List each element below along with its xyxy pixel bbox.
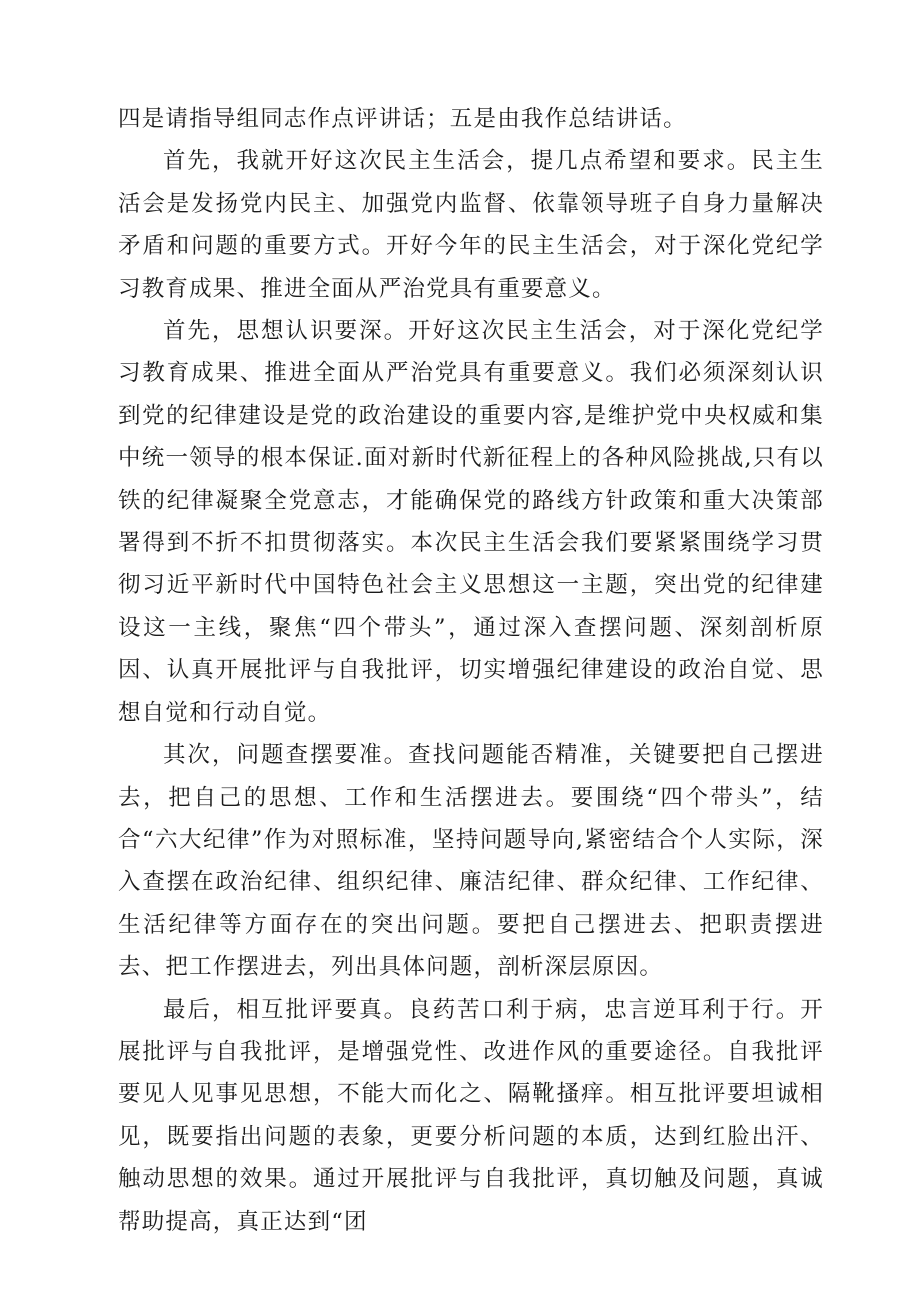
paragraph-2: 首先，我就开好这次民主生活会，提几点希望和要求。民主生活会是发扬党内民主、加强党内监督、依靠领导班子自身力量解决矛盾和问题的重要方式。开好今年的民主生活会，对于深化党纪学习教育成果、推进全面从严治党具有重要意义。 — [118, 148, 824, 302]
paragraph-1: 四是请指导组同志作点评讲话；五是由我作总结讲话。 — [118, 106, 687, 132]
paragraph-5: 最后，相互批评要真。良药苦口利于病，忠言逆耳利于行。开展批评与自我批评，是增强党性、改进作风的重要途径。自我批评要见人见事见思想，不能大而化之、隔靴搔痒。相互批评要坦诚相见，既要指出问题的表象，更要分析问题的本质，达到红脸出汗、触动思想的效果。通过开展批评与自我批评，真切触及问题，真诚帮助提高，真正达到“团 — [118, 996, 824, 1235]
paragraph-3: 首先，思想认识要深。开好这次民主生活会，对于深化党纪学习教育成果、推进全面从严治党具有重要意义。我们必须深刻认识到党的纪律建设是党的政治建设的重要内容,是维护党中央权威和集中统一领导的根本保证.面对新时代新征程上的各种风险挑战,只有以铁的纪律凝聚全党意志，才能确保党的路线方针政策和重大决策部署得到不折不扣贯彻落实。本次民主生活会我们要紧紧围绕学习贯彻习近平新时代中国特色社会主义思想这一主题，突出党的纪律建设这一主线，聚焦“四个带头”，通过深入查摆问题、深刻剖析原因、认真开展批评与自我批评，切实增强纪律建设的政治自觉、思想自觉和行动自觉。 — [118, 318, 824, 726]
paragraph-4: 其次，问题查摆要准。查找问题能否精准，关键要把自己摆进去，把自己的思想、工作和生活摆进去。要围绕“四个带头”，结合“六大纪律”作为对照标准，坚持问题导向,紧密结合个人实际，深入查摆在政治纪律、组织纪律、廉洁纪律、群众纪律、工作纪律、生活纪律等方面存在的突出问题。要把自己摆进去、把职责摆进去、把工作摆进去，列出具体问题，剖析深层原因。 — [118, 742, 824, 981]
document-body — [118, 98, 824, 1243]
